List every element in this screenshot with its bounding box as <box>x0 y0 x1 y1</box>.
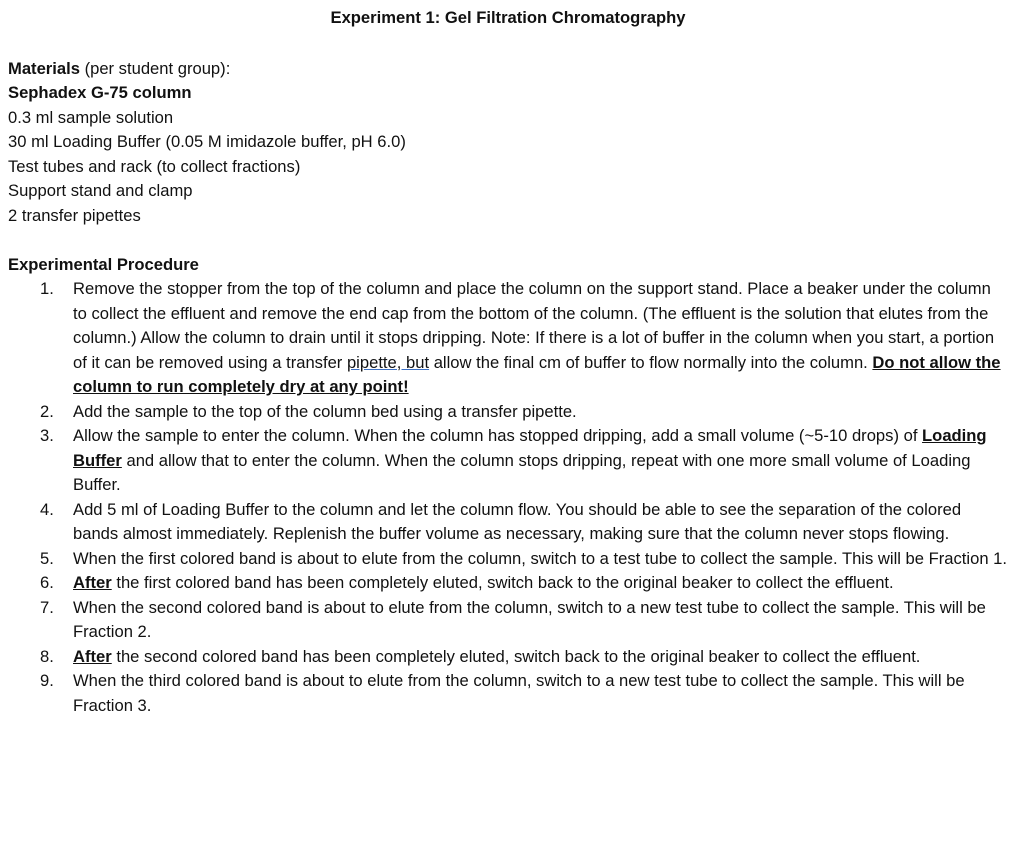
step-text: When the first colored band is about to elute from the column, switch to a test tube to collect the sample. This will be Fraction 1. <box>73 548 1008 568</box>
step-number: 4. <box>40 499 54 519</box>
procedure-step-2 <box>8 400 1008 425</box>
step-text: allow the final cm of buffer to flow normally into the column. <box>429 352 873 372</box>
step-text: the first colored band has been completely eluted, switch back to the original beaker to collect the effluent. <box>111 573 894 592</box>
procedure-step-4 <box>8 498 1008 547</box>
step-number: 1. <box>40 279 54 298</box>
step-emphasis: Do not allow the column to run completely dry at any point! <box>73 352 1001 396</box>
step-text: When the third colored band is about to elute from the column, switch to a new test tube to collect the sample. This will be Fraction 3. <box>73 671 965 715</box>
step-emphasis: After <box>73 646 112 666</box>
step-number: 2. <box>40 401 54 421</box>
procedure-step-8 <box>8 645 1008 670</box>
step-number: 7. <box>40 597 54 617</box>
step-text: Allow the sample to enter the column. When the column has stopped dripping, add a small volume (~5-10 drops) of <box>73 426 923 445</box>
step-number: 5. <box>40 548 54 568</box>
procedure-heading <box>8 253 1008 278</box>
materials-column <box>8 81 1008 106</box>
step-number: 3. <box>40 426 54 445</box>
step-text: and allow that to enter the column. When the column stops dripping, repeat with one more small volume of Loading Buffer. <box>73 450 971 494</box>
document <box>8 6 1008 718</box>
step-text: Remove the stopper from the top of the column and place the column on the support stand. Place a beaker under the column to collect the effluent and remove the end cap from the bottom of the column. (The effluent is the solution that elutes from the column.) Allow the column to drain until it stops dripping. Note: If there is a lot of buffer in the column when you start, a portion of it can be removed using a transfer <box>73 279 995 372</box>
step-text: Add 5 ml of Loading Buffer to the column and let the column flow. You should be able to see the separation of the colored bands almost immediately. Replenish the buffer volume as necessary, making sure that the column never stops flowing. <box>73 499 962 543</box>
materials-heading-suffix: (per student group): <box>79 58 231 78</box>
document-title: Experiment 1: Gel Filtration Chromatography <box>330 8 686 27</box>
step-number: 6. <box>40 573 54 592</box>
materials-section <box>8 57 1008 229</box>
materials-item: Test tubes and rack (to collect fractions) <box>8 156 301 176</box>
materials-item: Support stand and clamp <box>8 181 193 200</box>
procedure-step-9 <box>8 669 1008 718</box>
spellcheck-flagged-text: pipette, but <box>346 352 430 372</box>
procedure-steps <box>8 277 1008 718</box>
materials-item: 0.3 ml sample solution <box>8 107 174 127</box>
materials-item: 30 ml Loading Buffer (0.05 M imidazole buffer, pH 6.0) <box>8 132 406 151</box>
procedure-step-7 <box>8 596 1008 645</box>
procedure-step-1 <box>8 277 1008 400</box>
step-emphasis: Loading Buffer <box>73 426 987 470</box>
materials-column-label: Sephadex G-75 column <box>8 83 192 102</box>
procedure-section <box>8 253 1008 719</box>
step-number: 9. <box>40 671 54 690</box>
materials-item: 2 transfer pipettes <box>8 205 141 225</box>
procedure-step-5 <box>8 547 1008 572</box>
procedure-step-6 <box>8 571 1008 596</box>
materials-heading-line <box>8 57 1008 82</box>
step-text: Add the sample to the top of the column bed using a transfer pipette. <box>73 401 577 421</box>
procedure-step-3 <box>8 424 1008 498</box>
step-text: the second colored band has been completely eluted, switch back to the original beaker to collect the effluent. <box>111 646 921 666</box>
step-emphasis: After <box>73 573 112 592</box>
step-text: When the second colored band is about to elute from the column, switch to a new test tube to collect the sample. This will be Fraction 2. <box>73 597 986 641</box>
step-number: 8. <box>40 646 54 666</box>
procedure-heading-label: Experimental Procedure <box>8 254 199 274</box>
materials-heading: Materials <box>8 58 80 78</box>
